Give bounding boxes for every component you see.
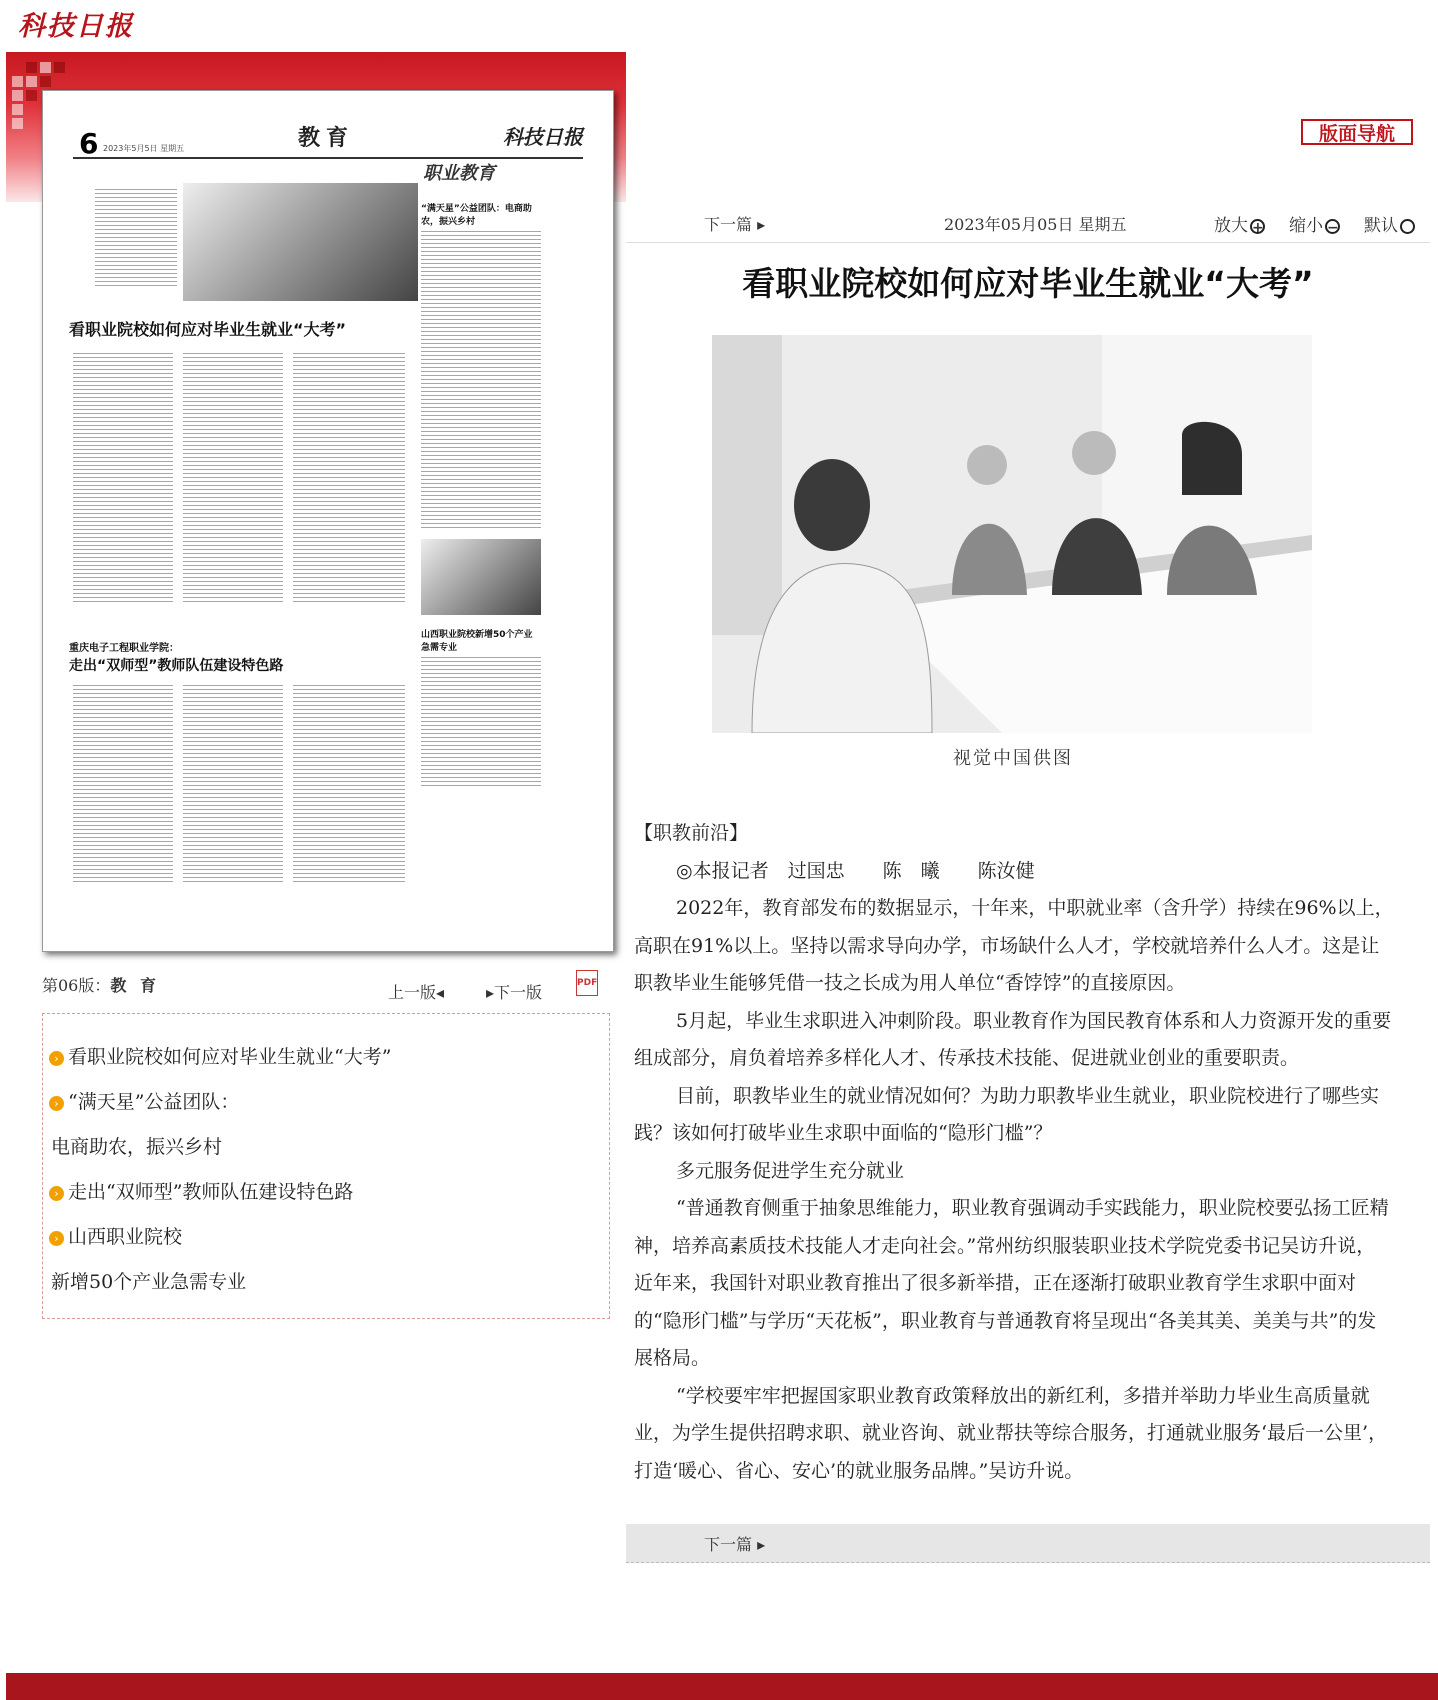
triangle-right-icon: ▸ xyxy=(757,1535,766,1554)
photo-illustration xyxy=(712,335,1312,733)
thumb-photo xyxy=(183,183,418,301)
thumb-text-block xyxy=(421,231,541,531)
thumb-text-block xyxy=(183,353,283,603)
minus-circle-icon: − xyxy=(1327,220,1339,236)
article-list-item[interactable]: › 走出“双师型”教师队伍建设特色路 xyxy=(49,1177,353,1204)
site-logo[interactable]: 科技日报 xyxy=(18,11,134,42)
photo-caption: 视觉中国供图 xyxy=(953,748,1073,769)
thumb-text-block xyxy=(73,353,173,603)
thumb-headline-second[interactable]: 走出“双师型”教师队伍建设特色路 xyxy=(69,658,284,674)
article-list-item[interactable]: › 看职业院校如何应对毕业生就业“大考” xyxy=(49,1042,391,1069)
next-page-label: 下一版 xyxy=(494,983,543,1002)
thumb-headline-main[interactable]: 看职业院校如何应对毕业生就业“大考” xyxy=(69,320,347,339)
thumb-text-block xyxy=(95,189,177,287)
next-article-link[interactable]: 下一篇 ▸ xyxy=(704,215,766,234)
thumb-side-headline-bottom[interactable]: 山西职业院校新增50个产业急需专业 xyxy=(421,630,533,653)
plus-circle-icon: + xyxy=(1252,220,1264,236)
issue-date: 2023年05月05日 星期五 xyxy=(944,215,1127,234)
article-paragraph: 目前，职教毕业生的就业情况如何？为助力职教毕业生就业，职业院校进行了哪些实践？该如何打破毕业生求职中面临的“隐形门槛”？ xyxy=(634,1084,1380,1144)
thumb-text-block xyxy=(183,685,283,885)
thumb-side-title: 职业教育 xyxy=(423,163,495,184)
thumb-logo: 科技日报 xyxy=(503,125,583,149)
footer-bar xyxy=(6,1673,1438,1700)
page-thumbnail[interactable] xyxy=(42,90,614,952)
thumb-text-block xyxy=(293,685,405,885)
article-column: 【职教前沿】 xyxy=(634,822,749,844)
prev-page-link[interactable] xyxy=(388,980,444,1003)
article-paragraph: “普通教育侧重于抽象思维能力，职业教育强调动手实践能力，职业院校要弘扬工匠精神，培养高素质技术技能人才走向社会。”常州纺织服装职业技术学院党委书记吴访升说，近年来，我国针对职业教育推出了很多新举措，正在逐渐打破职业教育学生求职中面对的“隐形门槛”与学历“天花板”，职业教育与普通教育将呈现出“各美其美、美美与共”的发展格局。 xyxy=(634,1197,1389,1369)
next-page-link[interactable] xyxy=(486,980,542,1003)
zoom-out-button[interactable]: 缩小 − xyxy=(1289,216,1339,236)
circle-icon xyxy=(1400,219,1415,234)
thumb-rule xyxy=(73,157,583,159)
edition-info xyxy=(42,973,160,996)
article-list-item[interactable]: 新增50个产业急需专业 xyxy=(51,1271,247,1293)
thumb-text-block xyxy=(293,353,405,603)
arrow-left-icon: ◂ xyxy=(436,983,445,1002)
article-list-item[interactable]: › 山西职业院校 xyxy=(49,1222,182,1249)
zoom-default-button[interactable]: 默认 xyxy=(1364,211,1415,236)
article-paragraph: 2022年，教育部发布的数据显示，十年来，中职就业率（含升学）持续在96%以上，高职在91%以上。坚持以需求导向办学，市场缺什么人才，学校就培养什么人才。这是让职教毕业生能够凭借一技之长成为用人单位“香饽饽”的直接原因。 xyxy=(634,897,1394,994)
thumb-text-block xyxy=(73,685,173,885)
article-list xyxy=(42,1013,610,1319)
bullet-arrow-icon: › xyxy=(49,1096,64,1111)
article-byline: ◎本报记者 过国忠 陈 曦 陈汝健 xyxy=(676,859,1035,882)
thumb-section: 教育 xyxy=(298,126,355,151)
pdf-icon[interactable]: PDF xyxy=(576,970,598,996)
triangle-right-icon: ▸ xyxy=(757,215,766,234)
bullet-arrow-icon: › xyxy=(49,1186,64,1201)
thumb-side-headline-top[interactable]: “满天星”公益团队：电商助农，振兴乡村 xyxy=(421,204,532,227)
article-paragraph: 5月起，毕业生求职进入冲刺阶段。职业教育作为国民教育体系和人力资源开发的重要组成部分，肩负着培养多样化人才、传承技术技能、促进就业创业的重要职责。 xyxy=(634,1009,1392,1069)
thumb-page-number: 6 xyxy=(79,127,99,160)
arrow-right-icon: ▸ xyxy=(486,983,495,1002)
article-list-item[interactable]: 电商助农，振兴乡村 xyxy=(51,1136,223,1158)
thumb-text-block xyxy=(421,657,541,787)
article-body xyxy=(634,815,1394,1490)
thumb-headline-second-kicker: 重庆电子工程职业学院： xyxy=(69,643,179,654)
edition-name: 教 育 xyxy=(110,976,160,995)
article-paragraph: “学校要牢牢把握国家职业教育政策释放出的新红利，多措并举助力毕业生高质量就业，为学生提供招聘求职、就业咨询、就业帮扶等综合服务，打通就业服务‘最后一公里’，打造‘暖心、省心、安心’的就业服务品牌。”吴访升说。 xyxy=(634,1384,1388,1482)
prev-page-label: 上一版 xyxy=(388,983,437,1002)
bullet-arrow-icon: › xyxy=(49,1051,64,1066)
article-list-item[interactable]: › “满天星”公益团队： xyxy=(49,1087,239,1114)
thumb-date: 2023年5月5日 星期五 xyxy=(103,144,185,153)
zoom-in-button[interactable]: 放大 + xyxy=(1214,216,1264,236)
bullet-arrow-icon: › xyxy=(49,1231,64,1246)
article-subheading: 多元服务促进学生充分就业 xyxy=(676,1159,905,1182)
edition-label: 第06版： xyxy=(42,976,111,995)
article-title: 看职业院校如何应对毕业生就业“大考” xyxy=(742,264,1314,303)
bottom-next-article-link[interactable]: 下一篇 ▸ xyxy=(704,1535,766,1554)
article-photo xyxy=(712,335,1312,733)
thumb-photo-small xyxy=(421,539,541,615)
layout-nav-button[interactable]: 版面导航 xyxy=(1301,119,1413,145)
